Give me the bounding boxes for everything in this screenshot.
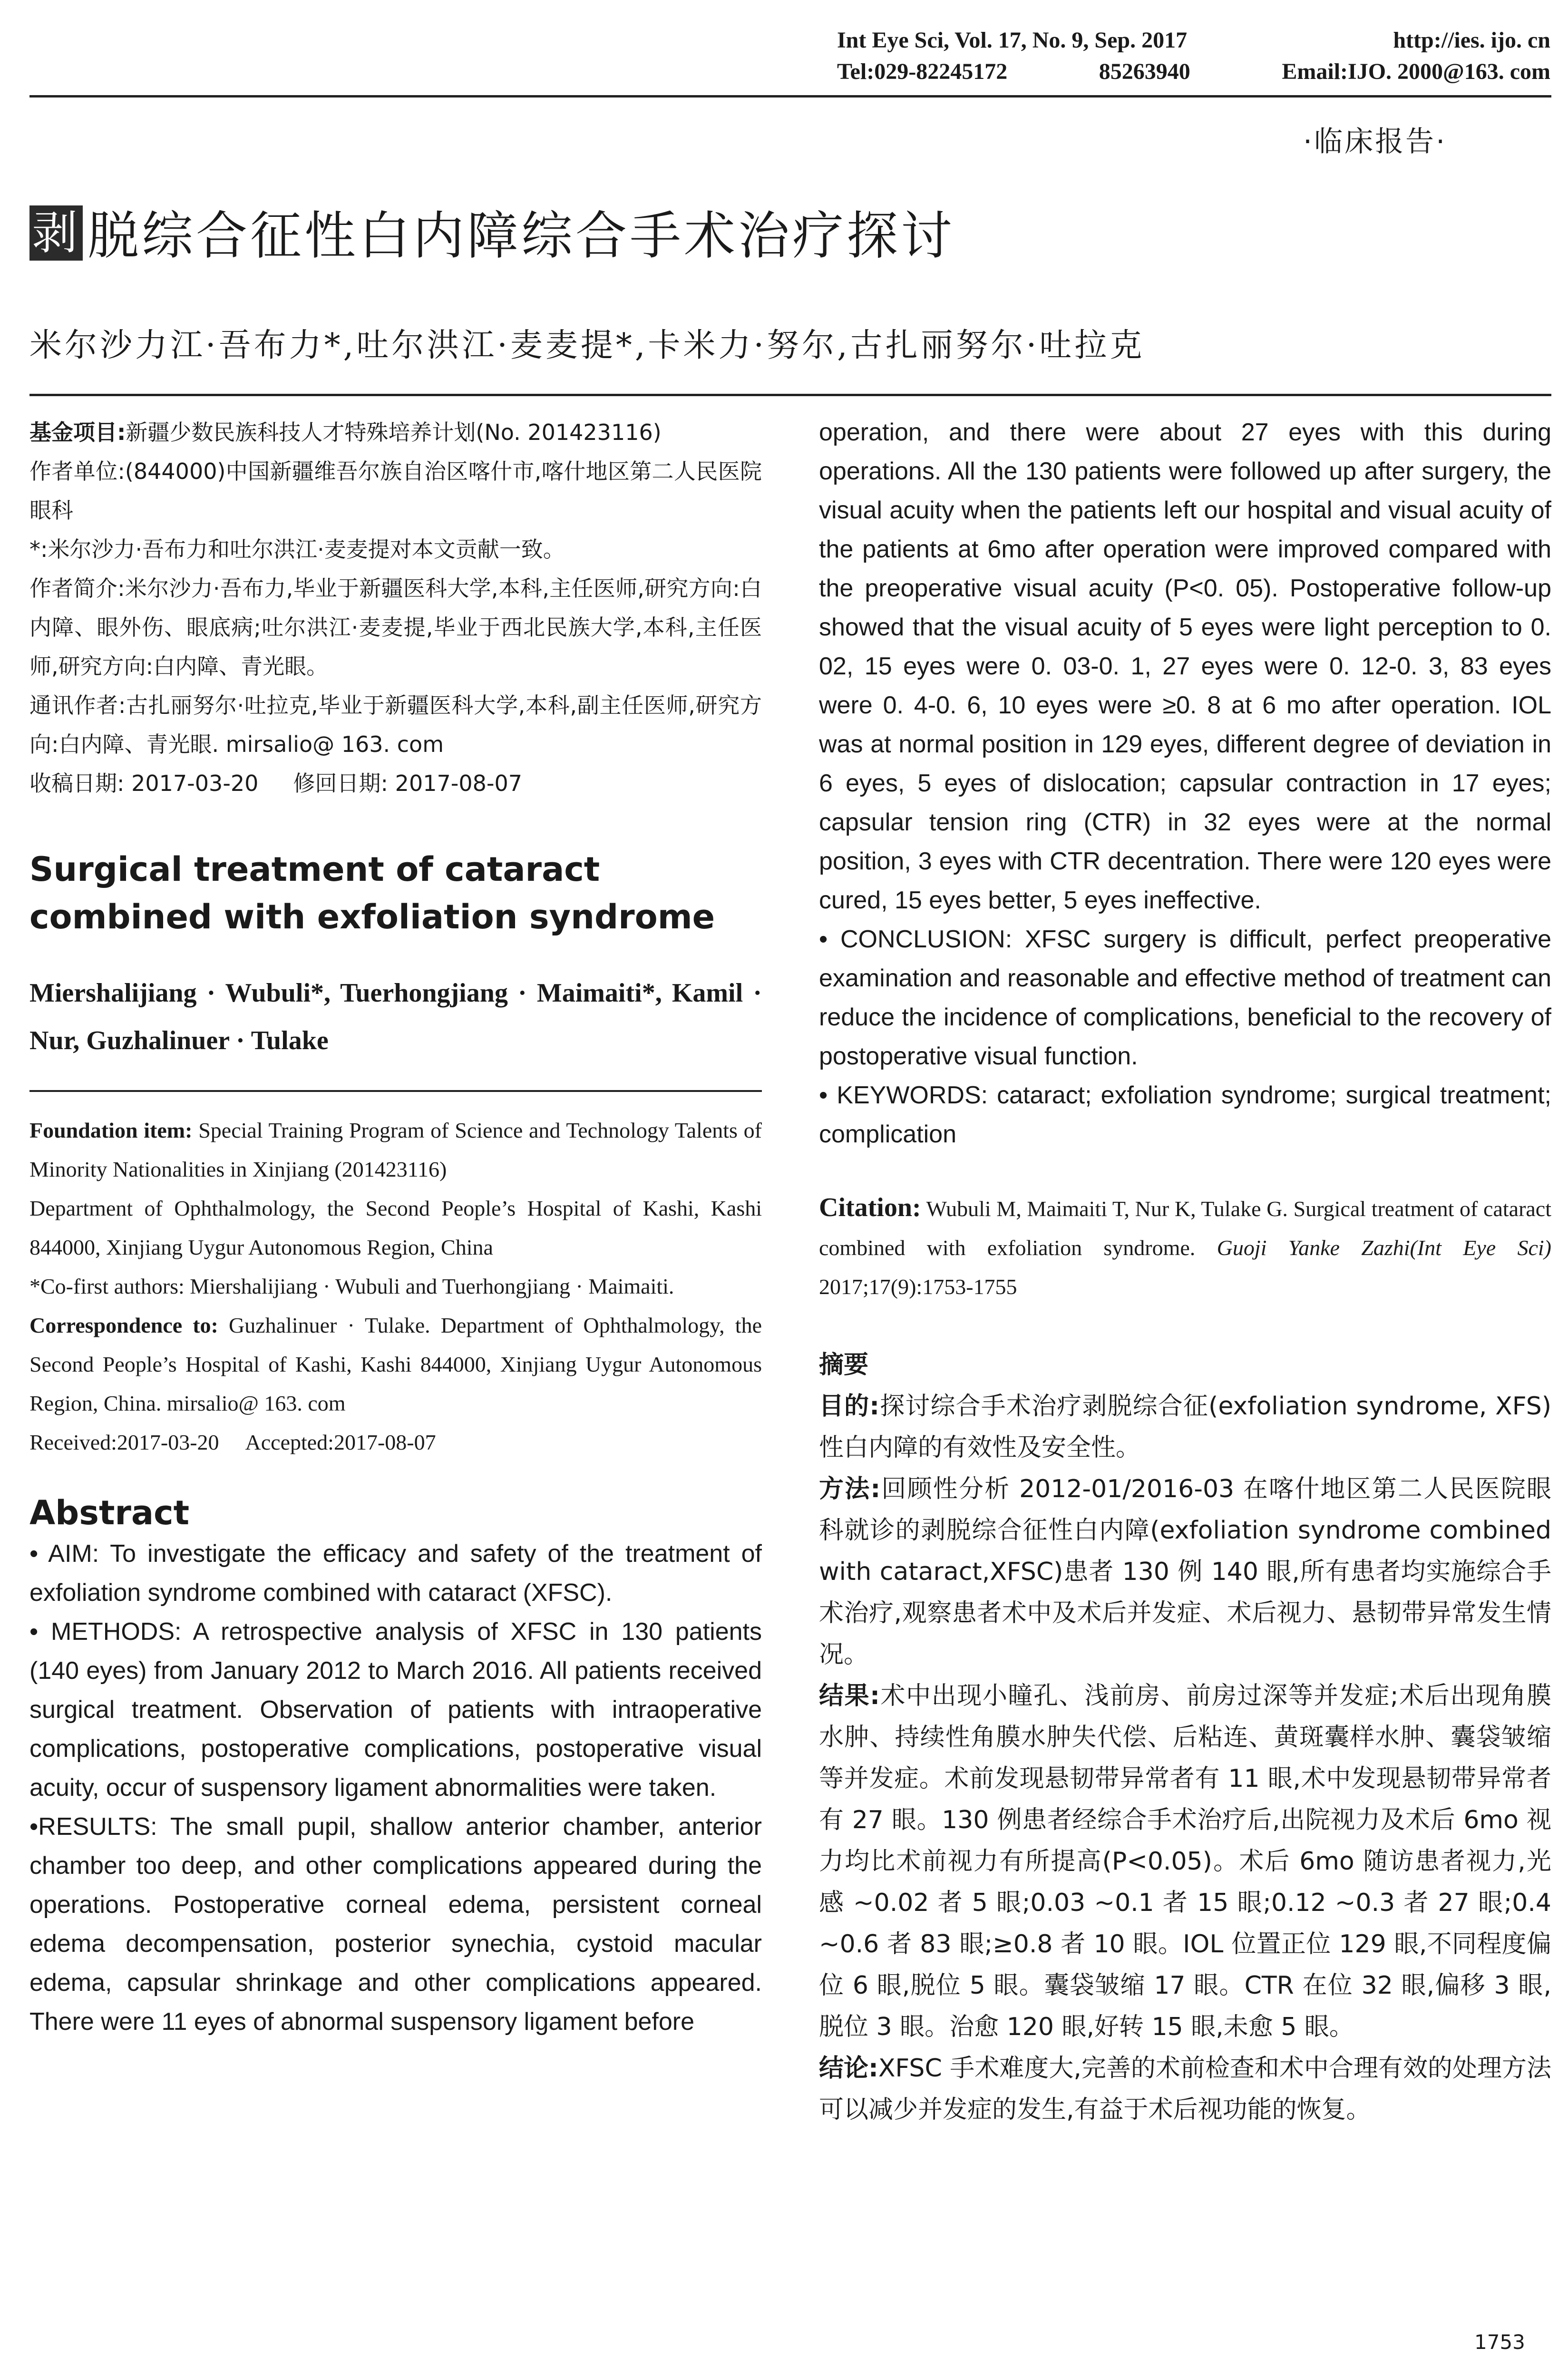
correspondence-en: Correspondence to: Guzhalinuer · Tulake. Department of Ophthalmology, the Second People’s Hospital of Kashi, Kashi 844000, Xinjiang Uygur Autonomous Region, China. mirsalio@ 163. com bbox=[29, 1313, 762, 1415]
header-citation: Int Eye Sci, Vol. 17, No. 9, Sep. 2017 bbox=[837, 28, 1188, 53]
received-en: Received:2017-03-20 Accepted:2017-08-07 bbox=[29, 1430, 436, 1454]
header-url: http://ies. ijo. cn bbox=[1393, 28, 1550, 53]
chinese-abstract-heading: 摘要 bbox=[819, 1351, 869, 1379]
abstract-methods: • METHODS: A retrospective analysis of XFSC in 130 patients (140 eyes) from January 2012 to March 2016. All patients received surgical treatment. Observation of patients with intraoperative complications, postoperative complications, postoperative visual acuity, occur of suspensory ligament abnormalities were taken. bbox=[29, 1618, 762, 1802]
authors-cn: 米尔沙力江·吾布力*,吐尔洪江·麦麦提*,卡米力·努尔,古扎丽努尔·吐拉克 bbox=[29, 327, 1145, 364]
page-number: 1753 bbox=[1474, 2330, 1525, 2354]
abstract-results: •RESULTS: The small pupil, shallow anterior chamber, anterior chamber too deep, and other complications appeared during the operations. Postoperative corneal edema, persistent corneal edema decompensation, posterior synechia, cystoid macular edema, capsular shrinkage and other complications appeared. There were 11 eyes of abnormal suspensory ligament before bbox=[29, 1813, 762, 2036]
abstract-conclusion: • CONCLUSION: XFSC surgery is difficult, perfect preoperative examination and reasonable and effective method of treatment can reduce the incidence of complications, beneficial to the recovery of postoperative visual function. bbox=[819, 925, 1551, 1070]
abstract-heading: Abstract bbox=[29, 1493, 190, 1532]
abstract-aim: • AIM: To investigate the efficacy and safety of the treatment of exfoliation syndrome combined with cataract (XFSC). bbox=[29, 1540, 762, 1607]
right-column bbox=[819, 413, 1551, 2131]
section-label: ·临床报告· bbox=[1303, 125, 1447, 158]
abstract-results-cn: 结果:术中出现小瞳孔、浅前房、前房过深等并发症;术后出现角膜水肿、持续性角膜水肿失代偿、后粘连、黄斑囊样水肿、囊袋皱缩等并发症。术前发现悬韧带异常者有 11 眼,术中发现悬韧带异常者有 27 眼。130 例患者经综合手术治疗后,出院视力及术后 6mo 视力均比术前视力有所提高(P<0.05)。术后 6mo 随访患者视力,光感 ~0.02 者 5 眼;0.03 ~0.1 者 15 眼;0.12 ~0.3 者 27 眼;0.4 ~0.6 者 83 眼;≥0.8 者 10 眼。IOL 位置正位 129 眼,不同程度偏位 6 眼,脱位 5 眼。囊袋皱缩 17 眼。CTR 在位 32 眼,偏移 3 眼,脱位 3 眼。治愈 120 眼,好转 15 眼,未愈 5 眼。 bbox=[819, 1682, 1551, 2041]
journal-header bbox=[837, 25, 1550, 88]
header-rule bbox=[29, 95, 1551, 97]
foundation-en: Foundation item: Special Training Program of Science and Technology Talents of Minority Nationalities in Xinjiang (201423116) bbox=[29, 1118, 762, 1181]
abstract-conclusion-cn: 结论:XFSC 手术难度大,完善的术前检查和术中合理有效的处理方法可以减少并发症的发生,有益于术后视功能的恢复。 bbox=[819, 2054, 1551, 2124]
title-logo-char: 剥 bbox=[29, 205, 83, 261]
bio-cn: 作者简介:米尔沙力·吾布力,毕业于新疆医科大学,本科,主任医师,研究方向:白内障、眼外伤、眼底病;吐尔洪江·麦麦提,毕业于西北民族大学,本科,主任医师,研究方向:白内障、青光眼。 bbox=[29, 575, 762, 679]
header-tel: Tel:029-82245172 bbox=[837, 59, 1008, 84]
english-authors: Miershalijiang · Wubuli*, Tuerhongjiang · Maimaiti*, Kamil · Nur, Guzhalinuer · Tulake bbox=[29, 978, 762, 1055]
equal-contribution-cn: *:米尔沙力·吾布力和吐尔洪江·麦麦提对本文贡献一致。 bbox=[29, 536, 565, 562]
correspondence-cn: 通讯作者:古扎丽努尔·吐拉克,毕业于新疆医科大学,本科,副主任医师,研究方向:白内障、青光眼. mirsalio@ 163. com bbox=[29, 692, 762, 757]
abstract-objective-cn: 目的:探讨综合手术治疗剥脱综合征(exfoliation syndrome, XFS)性白内障的有效性及安全性。 bbox=[819, 1392, 1551, 1462]
title-text: 脱综合征性白内障综合手术治疗探讨 bbox=[88, 206, 955, 266]
authors-rule bbox=[29, 394, 1551, 396]
unit-cn: 作者单位:(844000)中国新疆维吾尔族自治区喀什市,喀什地区第二人民医院眼科 bbox=[29, 458, 762, 523]
page-title bbox=[29, 205, 955, 267]
citation: Citation: Wubuli M, Maimaiti T, Nur K, Tulake G. Surgical treatment of cataract combined with exfoliation syndrome. Guoji Yanke Zazhi(Int Eye Sci) 2017;17(9):1753-1755 bbox=[819, 1193, 1552, 1299]
english-authors-rule bbox=[29, 1090, 762, 1092]
header-email: Email:IJO. 2000@163. com bbox=[1282, 59, 1550, 84]
department-en: Department of Ophthalmology, the Second People’s Hospital of Kashi, Kashi 844000, Xinjiang Uygur Autonomous Region, China bbox=[29, 1196, 762, 1259]
cofirst-en: *Co-first authors: Miershalijiang · Wubuli and Tuerhongjiang · Maimaiti. bbox=[29, 1274, 674, 1298]
foundation-cn: 基金项目:新疆少数民族科技人才特殊培养计划(No. 201423116) bbox=[29, 419, 662, 445]
left-column bbox=[29, 413, 762, 2041]
header-tel2: 85263940 bbox=[1099, 59, 1190, 84]
dates-cn: 收稿日期: 2017-03-20 修回日期: 2017-08-07 bbox=[29, 770, 523, 796]
abstract-keywords: • KEYWORDS: cataract; exfoliation syndrome; surgical treatment; complication bbox=[819, 1081, 1551, 1148]
abstract-methods-cn: 方法:回顾性分析 2012-01/2016-03 在喀什地区第二人民医院眼科就诊的剥脱综合征性白内障(exfoliation syndrome combined with cataract,XFSC)患者 130 例 140 眼,所有患者均实施综合手术治疗,观察患者术中及术后并发症、术后视力、悬韧带异常发生情况。 bbox=[819, 1475, 1551, 1669]
english-title: Surgical treatment of cataract combined with exfoliation syndrome bbox=[29, 850, 715, 936]
abstract-results-continued: operation, and there were about 27 eyes with this during operations. All the 130 patients were followed up after surgery, the visual acuity when the patients left our hospital and visual acuity of the patients at 6mo after operation were improved compared with the preoperative visual acuity (P<0. 05). Postoperative follow-up showed that the visual acuity of 5 eyes were light perception to 0. 02, 15 eyes were 0. 03-0. 1, 27 eyes were 0. 12-0. 3, 83 eyes were 0. 4-0. 6, 10 eyes were ≥0. 8 at 6 mo after operation. IOL was at normal position in 129 eyes, different degree of deviation in 6 eyes, 5 eyes of dislocation; capsular contraction in 17 eyes; capsular tension ring (CTR) in 32 eyes were at the normal position, 3 eyes with CTR decentration. There were 120 eyes were cured, 15 eyes better, 5 eyes ineffective. bbox=[819, 419, 1551, 914]
